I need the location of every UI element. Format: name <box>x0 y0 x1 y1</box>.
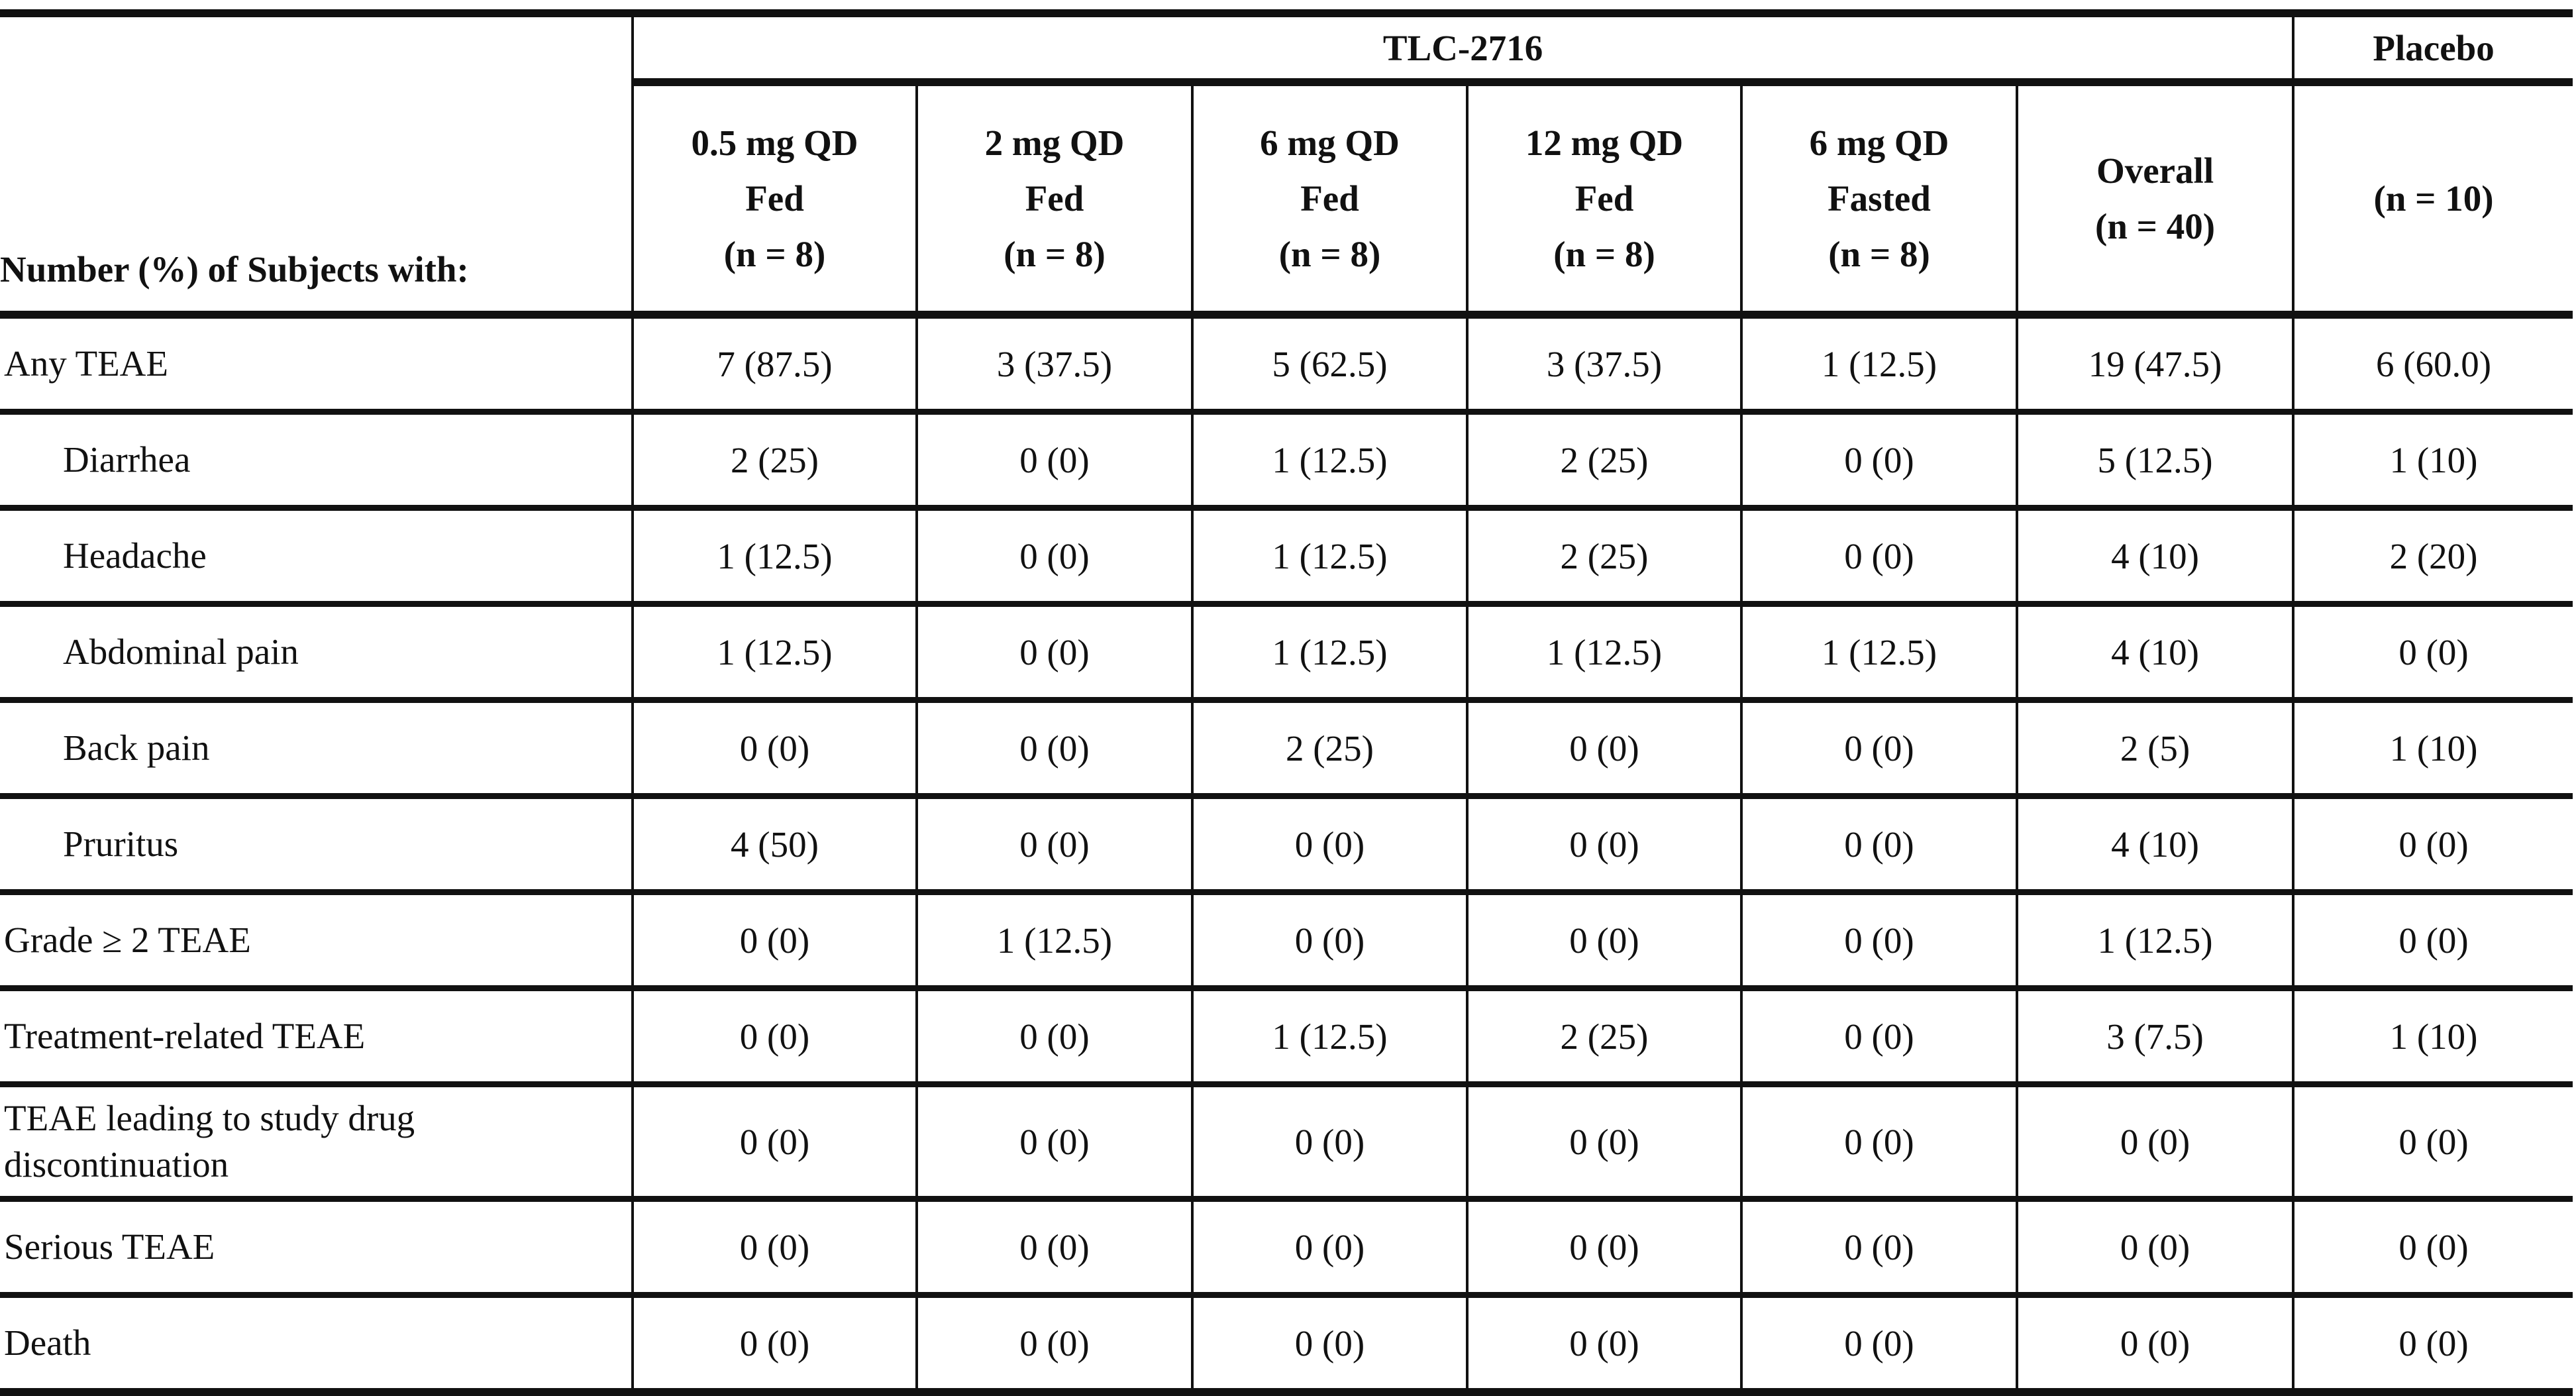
value-cell: 0 (0) <box>633 1085 917 1199</box>
column-header-line1: 0.5 mg QD <box>691 122 858 163</box>
value-cell: 0 (0) <box>2293 1199 2573 1295</box>
column-header-line2: Fed <box>1574 178 1634 219</box>
value-cell: 1 (12.5) <box>1467 604 1741 700</box>
column-header-line3: (n = 8) <box>1278 233 1381 274</box>
value-cell: 1 (12.5) <box>1192 989 1467 1085</box>
column-header <box>2293 82 2573 315</box>
value-cell: 0 (0) <box>917 1295 1192 1393</box>
table-row <box>0 892 2573 989</box>
column-header-line3: (n = 8) <box>1553 233 1655 274</box>
table-row <box>0 700 2573 796</box>
table-body <box>0 315 2573 1392</box>
value-cell: 0 (0) <box>1192 796 1467 892</box>
value-cell: 19 (47.5) <box>2017 315 2293 412</box>
value-cell: 1 (10) <box>2293 412 2573 508</box>
column-header-line1: 12 mg QD <box>1525 122 1684 163</box>
value-cell: 2 (25) <box>1467 412 1741 508</box>
column-header-line1: 2 mg QD <box>984 122 1125 163</box>
column-header-line2: Fasted <box>1828 178 1931 219</box>
value-cell: 0 (0) <box>2293 1295 2573 1393</box>
value-cell: 1 (12.5) <box>1192 412 1467 508</box>
group-header-tlc-2716: TLC-2716 <box>633 13 2293 82</box>
value-cell: 0 (0) <box>1192 1085 1467 1199</box>
value-cell: 0 (0) <box>1467 892 1741 989</box>
table-row <box>0 796 2573 892</box>
table-row <box>0 1199 2573 1295</box>
column-header <box>917 82 1192 315</box>
adverse-events-table <box>0 9 2573 1396</box>
value-cell: 0 (0) <box>1192 892 1467 989</box>
value-cell: 2 (25) <box>633 412 917 508</box>
value-cell: 0 (0) <box>1467 1085 1741 1199</box>
value-cell: 0 (0) <box>917 989 1192 1085</box>
value-cell: 0 (0) <box>1741 1295 2017 1393</box>
value-cell: 0 (0) <box>917 700 1192 796</box>
value-cell: 1 (10) <box>2293 989 2573 1085</box>
table-row <box>0 989 2573 1085</box>
column-header-line3: (n = 8) <box>1004 233 1106 274</box>
row-label: Diarrhea <box>63 439 191 480</box>
value-cell: 0 (0) <box>917 796 1192 892</box>
blank-corner-cell <box>0 13 633 82</box>
value-cell: 1 (10) <box>2293 700 2573 796</box>
value-cell: 0 (0) <box>1741 412 2017 508</box>
value-cell: 4 (50) <box>633 796 917 892</box>
group-header-row <box>0 13 2573 82</box>
value-cell: 0 (0) <box>2293 1085 2573 1199</box>
value-cell: 0 (0) <box>2293 796 2573 892</box>
value-cell: 2 (25) <box>1192 700 1467 796</box>
value-cell: 0 (0) <box>633 1199 917 1295</box>
value-cell: 0 (0) <box>633 989 917 1085</box>
column-header-line2: Fed <box>1025 178 1084 219</box>
row-label: TEAE leading to study drug discontinuation <box>4 1098 415 1185</box>
row-label: Abdominal pain <box>63 631 299 672</box>
column-header <box>1467 82 1741 315</box>
value-cell: 0 (0) <box>1741 796 2017 892</box>
column-header-line2: (n = 40) <box>2095 205 2216 246</box>
row-label: Death <box>4 1322 91 1363</box>
value-cell: 1 (12.5) <box>2017 892 2293 989</box>
column-header-line3: (n = 8) <box>1828 233 1930 274</box>
value-cell: 0 (0) <box>2293 892 2573 989</box>
value-cell: 0 (0) <box>1467 1199 1741 1295</box>
value-cell: 0 (0) <box>1741 1085 2017 1199</box>
value-cell: 5 (62.5) <box>1192 315 1467 412</box>
value-cell: 0 (0) <box>1192 1199 1467 1295</box>
row-label: Back pain <box>63 727 210 768</box>
row-label: Pruritus <box>63 824 179 864</box>
value-cell: 0 (0) <box>917 1085 1192 1199</box>
column-header-line1: Overall <box>2096 150 2214 191</box>
value-cell: 0 (0) <box>1741 1199 2017 1295</box>
value-cell: 0 (0) <box>1741 700 2017 796</box>
value-cell: 0 (0) <box>917 508 1192 604</box>
value-cell: 0 (0) <box>2017 1085 2293 1199</box>
value-cell: 6 (60.0) <box>2293 315 2573 412</box>
column-header-line2: Fed <box>745 178 804 219</box>
value-cell: 3 (37.5) <box>1467 315 1741 412</box>
value-cell: 0 (0) <box>1467 1295 1741 1393</box>
row-label: Treatment-related TEAE <box>4 1016 366 1056</box>
value-cell: 0 (0) <box>917 412 1192 508</box>
value-cell: 0 (0) <box>1741 508 2017 604</box>
table-row <box>0 1085 2573 1199</box>
table-row <box>0 315 2573 412</box>
value-cell: 0 (0) <box>2017 1199 2293 1295</box>
column-header-row <box>0 82 2573 315</box>
value-cell: 0 (0) <box>1741 892 2017 989</box>
row-label: Grade ≥ 2 TEAE <box>4 920 251 960</box>
column-header-line3: (n = 8) <box>723 233 826 274</box>
value-cell: 7 (87.5) <box>633 315 917 412</box>
value-cell: 0 (0) <box>633 700 917 796</box>
table-row <box>0 1295 2573 1393</box>
value-cell: 1 (12.5) <box>633 604 917 700</box>
row-label: Headache <box>63 535 207 576</box>
table-row <box>0 604 2573 700</box>
value-cell: 1 (12.5) <box>1741 604 2017 700</box>
value-cell: 0 (0) <box>633 1295 917 1393</box>
row-label: Any TEAE <box>4 343 168 384</box>
value-cell: 4 (10) <box>2017 508 2293 604</box>
column-header-line2: Fed <box>1300 178 1359 219</box>
value-cell: 0 (0) <box>2293 604 2573 700</box>
value-cell: 0 (0) <box>1467 700 1741 796</box>
value-cell: 0 (0) <box>1741 989 2017 1085</box>
value-cell: 4 (10) <box>2017 604 2293 700</box>
value-cell: 0 (0) <box>917 604 1192 700</box>
row-label: Serious TEAE <box>4 1226 215 1267</box>
column-header-line1: 6 mg QD <box>1260 122 1400 163</box>
table-header <box>0 13 2573 315</box>
column-header <box>633 82 917 315</box>
value-cell: 1 (12.5) <box>1741 315 2017 412</box>
value-cell: 3 (37.5) <box>917 315 1192 412</box>
table-row <box>0 508 2573 604</box>
table-row <box>0 412 2573 508</box>
value-cell: 0 (0) <box>2017 1295 2293 1393</box>
value-cell: 2 (25) <box>1467 989 1741 1085</box>
value-cell: 5 (12.5) <box>2017 412 2293 508</box>
row-header-label: Number (%) of Subjects with: <box>0 249 469 290</box>
value-cell: 1 (12.5) <box>1192 508 1467 604</box>
value-cell: 4 (10) <box>2017 796 2293 892</box>
value-cell: 2 (5) <box>2017 700 2293 796</box>
group-header-placebo: Placebo <box>2293 13 2573 82</box>
column-header-line1: 6 mg QD <box>1809 122 1949 163</box>
value-cell: 1 (12.5) <box>633 508 917 604</box>
column-header <box>1741 82 2017 315</box>
value-cell: 1 (12.5) <box>917 892 1192 989</box>
value-cell: 0 (0) <box>1467 796 1741 892</box>
column-header-line1: (n = 10) <box>2373 178 2494 219</box>
column-header <box>1192 82 1467 315</box>
value-cell: 2 (25) <box>1467 508 1741 604</box>
column-header <box>2017 82 2293 315</box>
value-cell: 3 (7.5) <box>2017 989 2293 1085</box>
value-cell: 0 (0) <box>633 892 917 989</box>
value-cell: 1 (12.5) <box>1192 604 1467 700</box>
value-cell: 0 (0) <box>1192 1295 1467 1393</box>
value-cell: 0 (0) <box>917 1199 1192 1295</box>
value-cell: 2 (20) <box>2293 508 2573 604</box>
